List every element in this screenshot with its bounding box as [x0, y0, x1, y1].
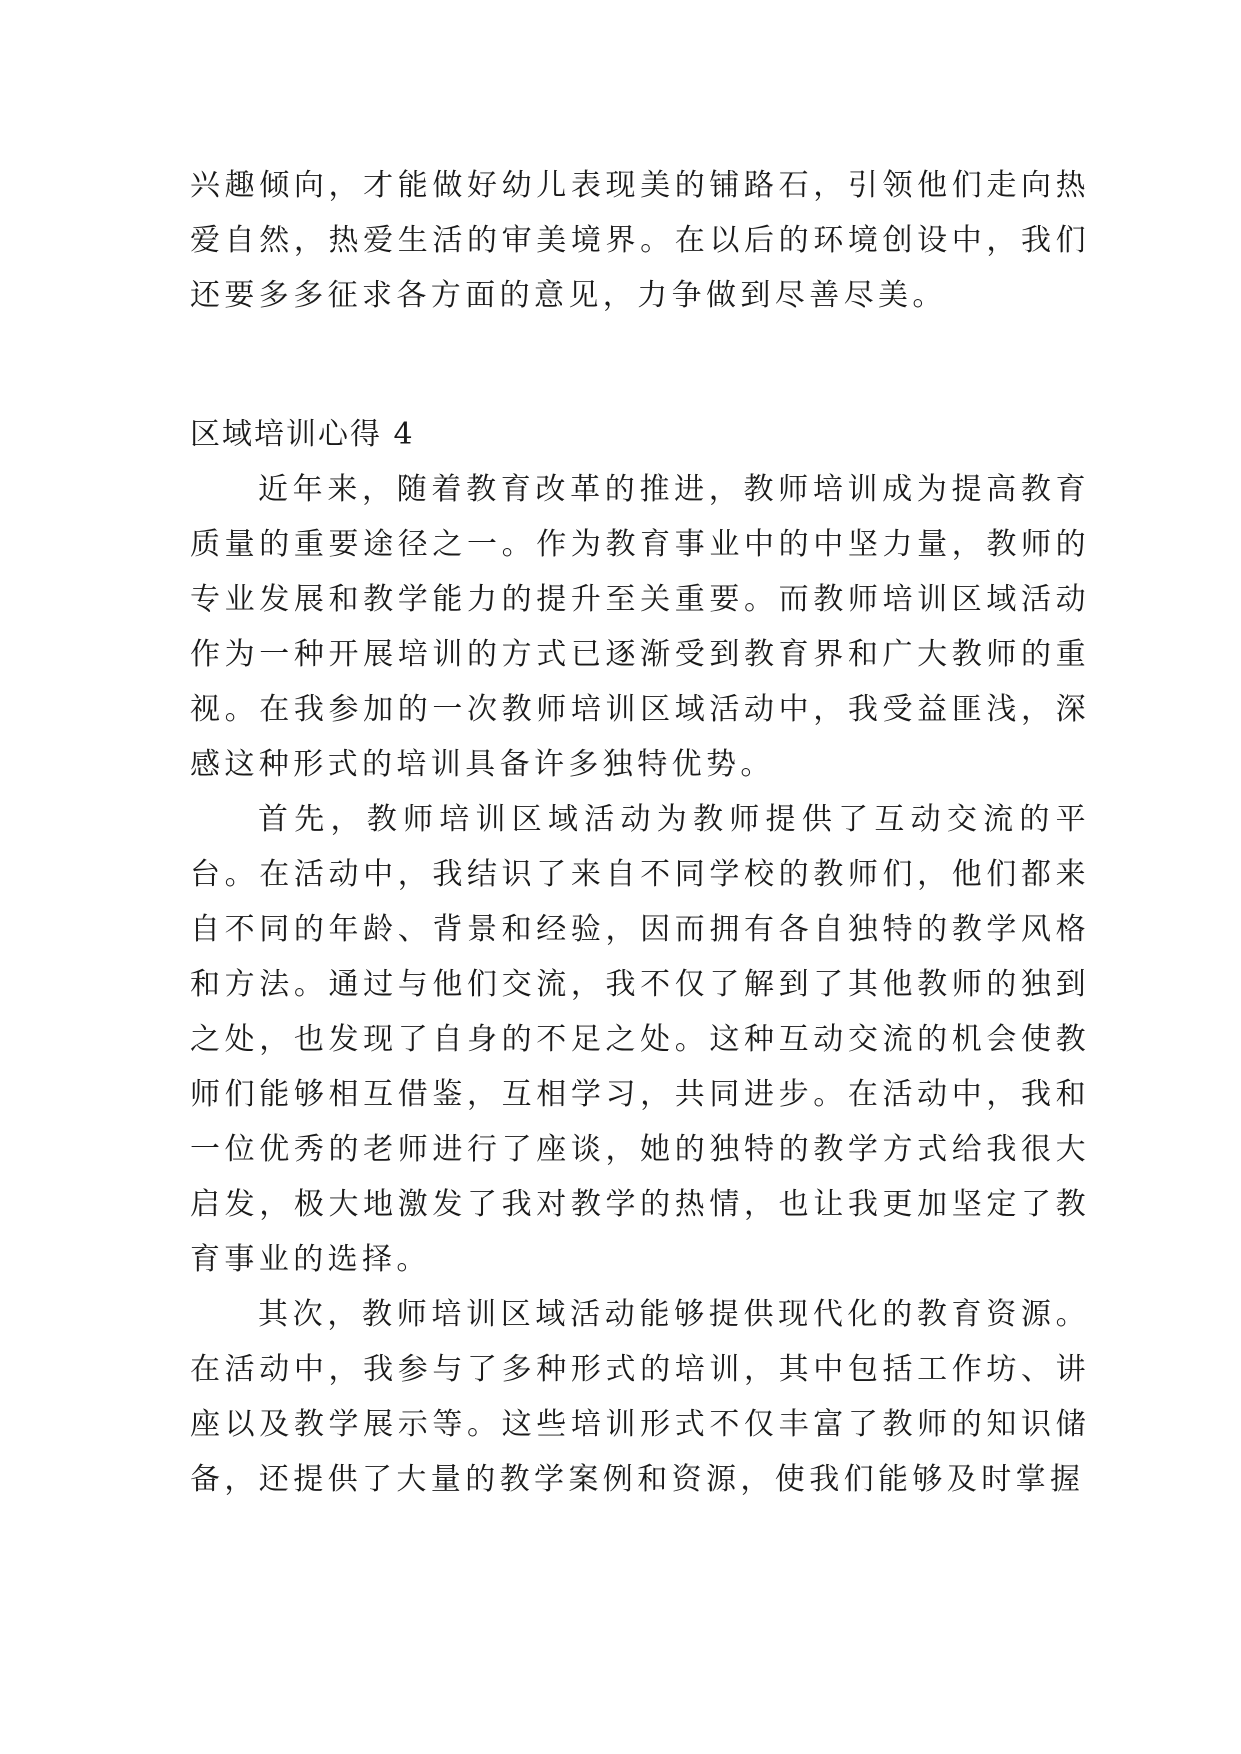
section-spacer [190, 323, 1090, 407]
document-body [190, 158, 1090, 1507]
paragraph-2: 首先，教师培训区域活动为教师提供了互动交流的平台。在活动中，我结识了来自不同学校的教师们，他们都来自不同的年龄、背景和经验，因而拥有各自独特的教学风格和方法。通过与他们交流，我不仅了解到了其他教师的独到之处，也发现了自身的不足之处。这种互动交流的机会使教师们能够相互借鉴，互相学习，共同进步。在活动中，我和一位优秀的老师进行了座谈，她的独特的教学方式给我很大启发，极大地激发了我对教学的热情，也让我更加坚定了教育事业的选择。 [190, 802, 1090, 1277]
intro-paragraph: 兴趣倾向，才能做好幼儿表现美的铺路石，引领他们走向热爱自然，热爱生活的审美境界。在以后的环境创设中，我们还要多多征求各方面的意见，力争做到尽善尽美。 [190, 168, 1090, 313]
paragraph-3: 其次，教师培训区域活动能够提供现代化的教育资源。在活动中，我参与了多种形式的培训，其中包括工作坊、讲座以及教学展示等。这些培训形式不仅丰富了教师的知识储备，还提供了大量的教学案例和资源，使我们能够及时掌握 [190, 1297, 1090, 1497]
paragraph-1: 近年来，随着教育改革的推进，教师培训成为提高教育质量的重要途径之一。作为教育事业中的中坚力量，教师的专业发展和教学能力的提升至关重要。而教师培训区域活动作为一种开展培训的方式已逐渐受到教育界和广大教师的重视。在我参加的一次教师培训区域活动中，我受益匪浅，深感这种形式的培训具备许多独特优势。 [190, 472, 1090, 782]
section-title: 区域培训心得 4 [190, 417, 415, 452]
